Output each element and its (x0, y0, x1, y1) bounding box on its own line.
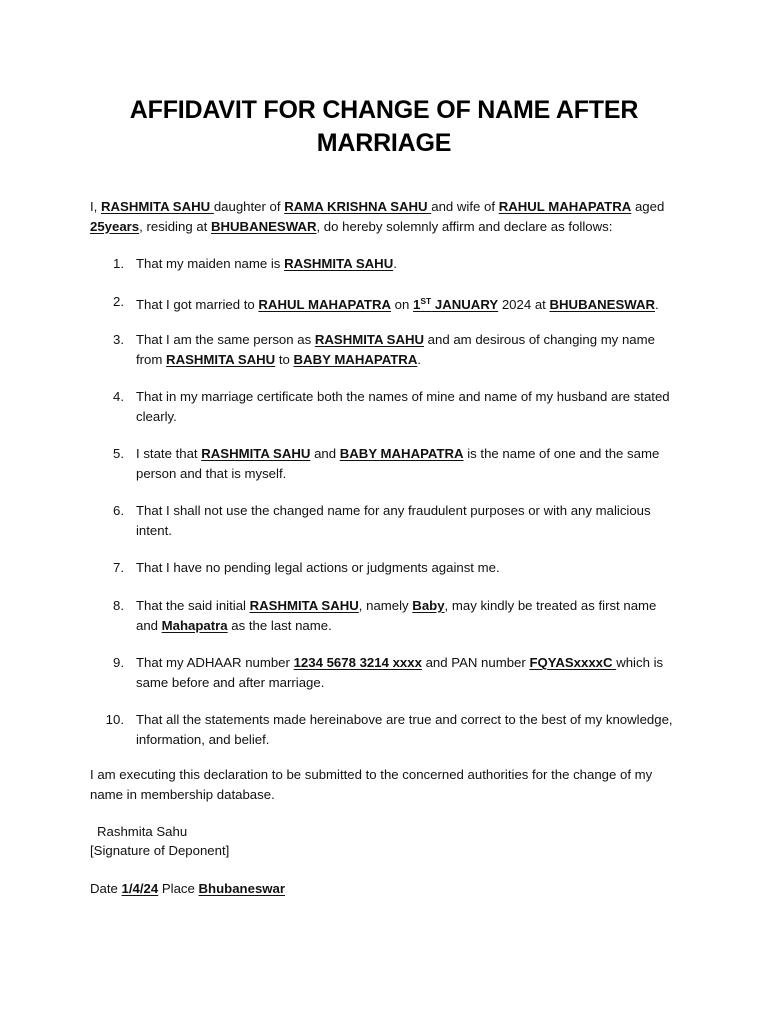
place-label: Place (158, 881, 199, 896)
item-text (136, 596, 680, 635)
date-value: 1/4/24 (121, 881, 159, 896)
intro-text: daughter of (213, 199, 285, 214)
intro-paragraph (90, 197, 680, 236)
text-run: on (391, 297, 414, 312)
item-text: That in my marriage certificate both the names of mine and name of my husband are stated clearly. (136, 389, 670, 424)
maiden-name: RASHMITA SAHU (284, 256, 394, 271)
day-suffix: ST (420, 296, 432, 306)
husband-name: RAHUL MAHAPATRA (498, 199, 632, 214)
item-text (136, 653, 680, 692)
deponent-age: 25years (90, 218, 140, 234)
item-number: 6. (113, 503, 124, 518)
signature-label: [Signature of Deponent] (90, 843, 230, 858)
new-name: BABY MAHAPATRA (339, 446, 464, 461)
pan-number: FQYASxxxxC (529, 655, 617, 670)
text-run: That I got married to (136, 297, 259, 312)
item-number: 10. (105, 712, 124, 727)
residence: BHUBANESWAR (210, 218, 317, 234)
husband-name: RAHUL MAHAPATRA (258, 297, 392, 312)
text-run: That the said initial (136, 598, 250, 613)
text-run: . (655, 297, 659, 312)
new-name: BABY MAHAPATRA (293, 351, 418, 367)
date-place-line (90, 879, 285, 899)
text-run: as the last name. (227, 617, 332, 633)
text-run: That my maiden name is (136, 256, 285, 271)
text-run: and (310, 446, 340, 461)
maiden-name: RASHMITA SAHU (201, 446, 311, 461)
text-run: and am desirous of changing my name from (136, 332, 655, 367)
intro-text: aged (631, 199, 665, 214)
marriage-date (413, 297, 498, 312)
item-text: That all the statements made hereinabove are true and correct to the best of my knowledge, information, and belief. (136, 712, 673, 747)
intro-text: , residing at (139, 218, 211, 234)
maiden-name: RASHMITA SAHU (249, 598, 359, 613)
last-name: Mahapatra (161, 617, 228, 633)
item-number: 7. (113, 560, 124, 575)
item-text (136, 254, 680, 274)
intro-text: and wife of (431, 199, 499, 214)
text-run: That my ADHAAR number (136, 655, 294, 670)
aadhaar-number: 1234 5678 3214 xxxx (293, 655, 422, 670)
marriage-place: BHUBANESWAR (549, 297, 655, 312)
item-text (136, 444, 680, 483)
text-run: is the name of one and the same person and that is myself. (136, 446, 660, 481)
intro-text: , do hereby solemnly affirm and declare as follows: (316, 218, 613, 234)
place-value: Bhubaneswar (198, 881, 286, 896)
text-run: , namely (358, 598, 413, 613)
intro-text: I, (90, 199, 101, 214)
item-number: 5. (113, 446, 124, 461)
item-text: That I shall not use the changed name for any fraudulent purposes or with any malicious intent. (136, 503, 651, 538)
text-run: . (417, 351, 422, 367)
date-label: Date (90, 881, 122, 896)
document-title (60, 94, 708, 160)
item-text (136, 292, 680, 315)
deponent-name: RASHMITA SAHU (101, 199, 214, 214)
father-name: RAMA KRISHNA SAHU (284, 199, 432, 214)
item-number: 3. (113, 332, 124, 347)
maiden-name: RASHMITA SAHU (314, 332, 425, 347)
marriage-month: JANUARY (431, 297, 499, 312)
title-line-1: AFFIDAVIT FOR CHANGE OF NAME AFTER (129, 96, 639, 124)
text-run: That I am the same person as (136, 332, 315, 347)
item-number: 4. (113, 389, 124, 404)
item-number: 9. (113, 655, 124, 670)
item-number: 1. (113, 256, 124, 271)
first-name: Baby (412, 598, 445, 613)
marriage-day: 1 (413, 297, 421, 312)
item-text: That I have no pending legal actions or judgments against me. (136, 560, 500, 575)
text-run: , may kindly be treated as first name and (136, 598, 657, 633)
closing-paragraph: I am executing this declaration to be submitted to the concerned authorities for the change of my name in membership database. (90, 767, 653, 802)
item-number: 2. (113, 294, 124, 309)
signature-name: Rashmita Sahu (97, 824, 188, 839)
item-text (136, 330, 680, 369)
text-run: which is same before and after marriage. (136, 655, 664, 690)
text-run: . (393, 256, 397, 271)
maiden-name: RASHMITA SAHU (166, 351, 276, 367)
text-run: I state that (136, 446, 202, 461)
title-line-2: MARRIAGE (316, 129, 452, 157)
text-run: and PAN number (421, 655, 530, 670)
item-number: 8. (113, 598, 124, 613)
text-run: 2024 at (498, 297, 550, 312)
text-run: to (275, 351, 294, 367)
